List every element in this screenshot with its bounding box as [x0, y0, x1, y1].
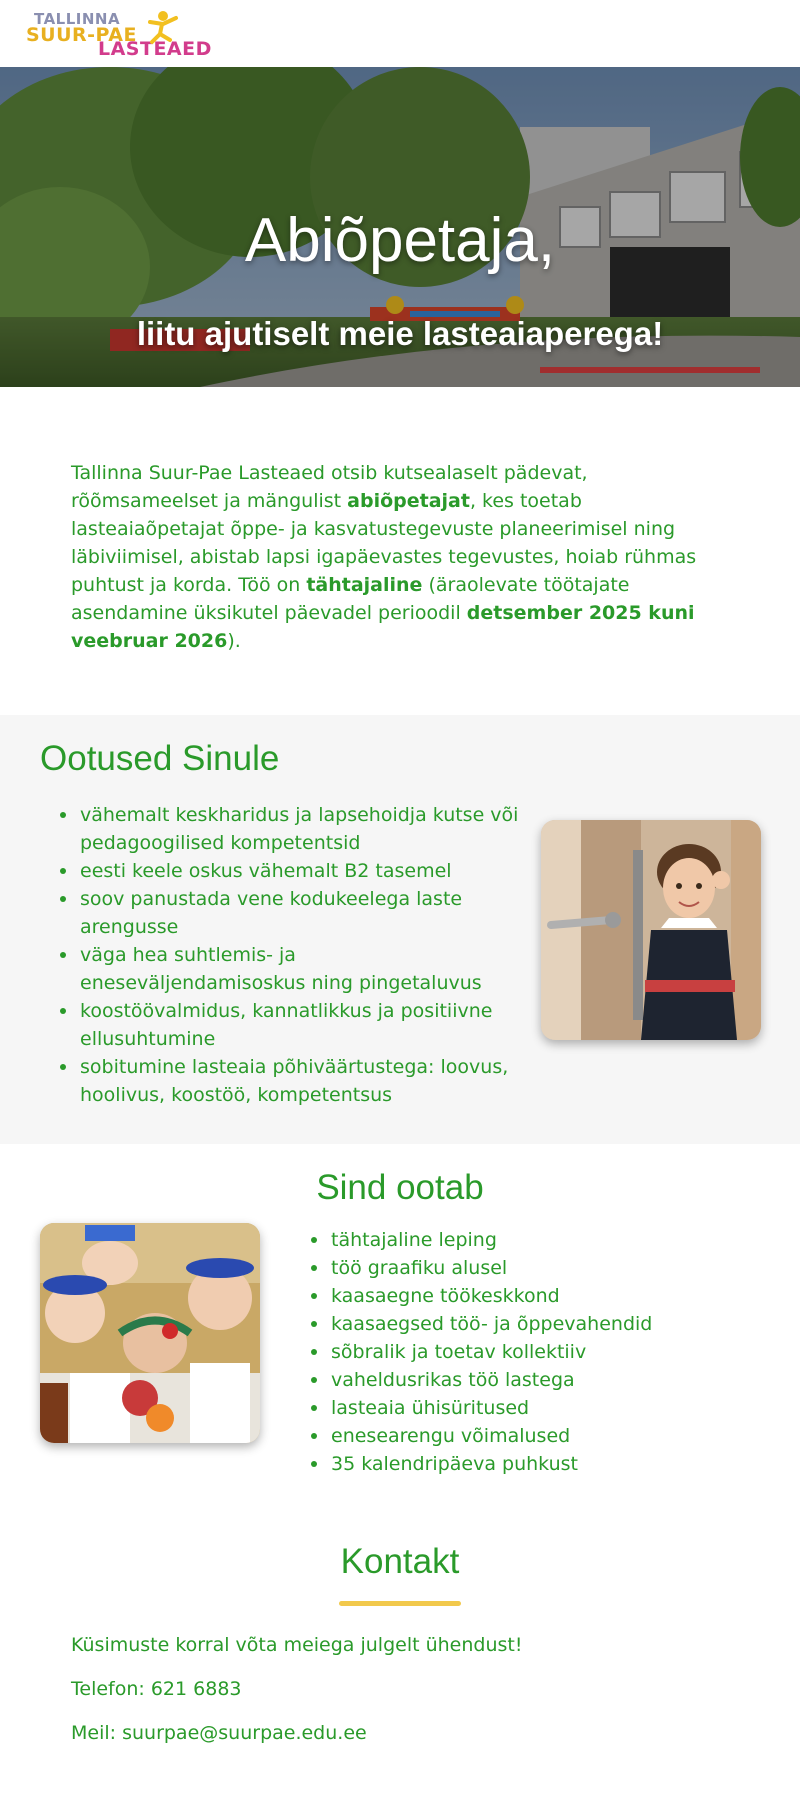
intro-bold-term: tähtajaline: [306, 574, 423, 596]
offer-title: Sind ootab: [316, 1168, 484, 1207]
logo-line-3: LASTEAED: [98, 38, 212, 60]
list-item: lasteaia ühisüritused: [331, 1394, 652, 1422]
logo-line-1: TALLINNA: [34, 10, 121, 28]
list-item: väga hea suhtlemis- ja eneseväljendamisoskus ning pingetaluvus: [80, 941, 520, 997]
logo-line-2: SUUR-PAE: [26, 24, 137, 46]
expectations-list: [80, 801, 520, 1109]
intro-bold-period: detsember 2025 kuni veebruar 2026: [71, 602, 695, 652]
contact-section: [0, 1484, 800, 1756]
running-child-logo-icon: [136, 10, 182, 46]
title-underline: [339, 1601, 461, 1606]
site-header: [0, 0, 800, 67]
contact-lead: Küsimuste korral võta meiega julgelt ühendust!: [71, 1634, 523, 1656]
list-item: sõbralik ja toetav kollektiiv: [331, 1338, 652, 1366]
list-item: vähemalt keskharidus ja lapsehoidja kutse või pedagoogilised kompetentsid: [80, 801, 520, 857]
list-item: tähtajaline leping: [331, 1226, 652, 1254]
intro-bold-role: abiõpetajat: [347, 490, 470, 512]
expectations-section: [0, 715, 800, 1144]
list-item: kaasaegne töökeskkond: [331, 1282, 652, 1310]
intro-paragraph: [0, 387, 800, 715]
contact-phone[interactable]: Telefon: 621 6883: [71, 1678, 242, 1700]
list-item: enesearengu võimalused: [331, 1422, 652, 1450]
intro-text-3: (äraolevate töötajate asendamine üksikutel päevadel perioodil: [71, 574, 630, 624]
list-item: vaheldusrikas töö lastega: [331, 1366, 652, 1394]
kindergarten-logo[interactable]: [26, 8, 212, 60]
hero-banner: [0, 67, 800, 387]
list-item: soov panustada vene kodukeelega laste arengusse: [80, 885, 520, 941]
list-item: töö graafiku alusel: [331, 1254, 652, 1282]
intro-text-2: , kes toetab lasteaiaõpetajat õppe- ja kasvatustegevuste planeerimisel ning läbiviimisel, abistab lapsi igapäevastes tegevustes, hoiab rühmas puhtust ja korda. Töö on: [71, 490, 697, 596]
list-item: koostöövalmidus, kannatlikkus ja positiivne ellusuhtumine: [80, 997, 520, 1053]
contact-email[interactable]: Meil: suurpae@suurpae.edu.ee: [71, 1722, 367, 1744]
hero-title: Abiõpetaja,: [244, 206, 556, 275]
contact-title: Kontakt: [340, 1542, 460, 1581]
offer-list: [331, 1226, 652, 1478]
list-item: sobitumine lasteaia põhiväärtustega: loovus, hoolivus, koostöö, kompetentsus: [80, 1053, 520, 1109]
boy-at-door-photo: [541, 820, 761, 1040]
intro-text-4: ).: [227, 630, 241, 652]
children-folk-costume-photo: [40, 1223, 260, 1443]
list-item: eesti keele oskus vähemalt B2 tasemel: [80, 857, 520, 885]
intro-text-1: Tallinna Suur-Pae Lasteaed otsib kutsealaselt pädevat, rõõmsameelset ja mängulist: [71, 462, 588, 512]
offer-section: [0, 1144, 800, 1484]
list-item: kaasaegsed töö- ja õppevahendid: [331, 1310, 652, 1338]
hero-subtitle: liitu ajutiselt meie lasteaiaperega!: [136, 315, 664, 352]
list-item: 35 kalendripäeva puhkust: [331, 1450, 652, 1478]
expectations-title: Ootused Sinule: [40, 739, 280, 778]
